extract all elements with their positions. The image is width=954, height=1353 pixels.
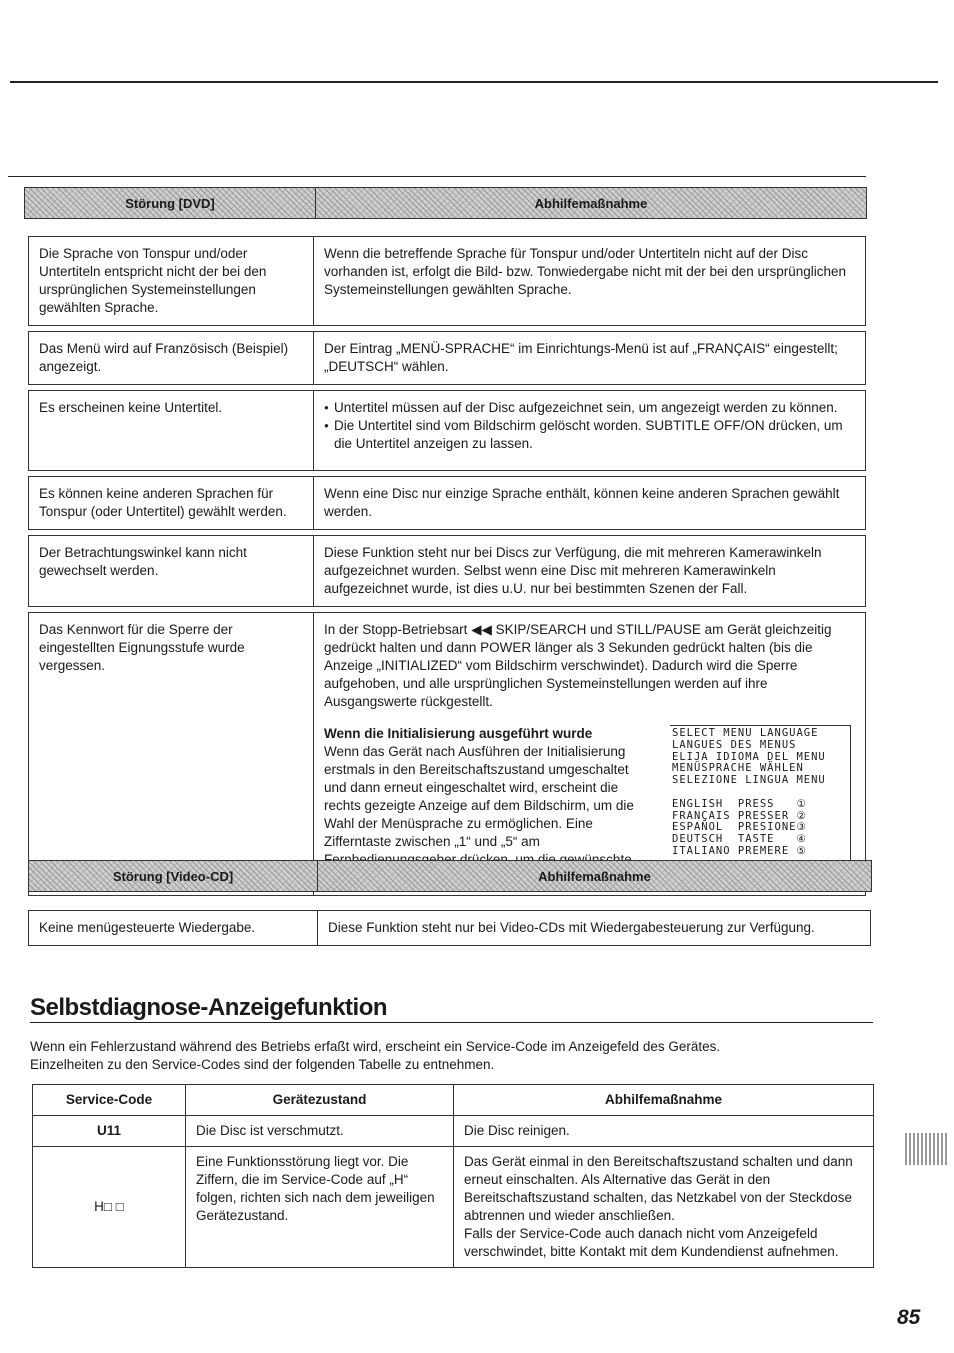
- screen-line: ESPAÑOL PRESIONE③: [672, 821, 807, 834]
- service-code: H□ □: [33, 1147, 186, 1268]
- screen-line: ENGLISH PRESS ①: [672, 797, 807, 810]
- remedy-bullet-list: [324, 399, 855, 453]
- intro-paragraph: [30, 1038, 890, 1074]
- table-row: [29, 536, 866, 607]
- service-code-table: [32, 1084, 874, 1268]
- table-header-row: [33, 1085, 874, 1116]
- remedy-cell: [314, 613, 866, 896]
- vcd-header-problem: Störung [Video-CD]: [112, 868, 234, 884]
- screen-line: MENÜSPRACHE WÄHLEN: [672, 762, 804, 775]
- screen-line: SELECT MENU LANGUAGE: [672, 727, 819, 739]
- table-row: [29, 911, 871, 946]
- table-row: [29, 477, 866, 530]
- table-row: [29, 332, 866, 385]
- language-tab-icon: [905, 1133, 947, 1165]
- dvd-header-problem: Störung [DVD]: [125, 195, 215, 211]
- vcd-troubleshooting-table: [28, 910, 871, 946]
- section-rule: [8, 176, 866, 177]
- language-select-screen: [670, 725, 851, 861]
- section-title: Selbstdiagnose-Anzeigefunktion: [30, 994, 388, 1021]
- problem-cell: Die Sprache von Tonspur und/oder Untertiteln entspricht nicht der bei den ursprünglichen Systemeinstellungen gewählten Sprache.: [29, 237, 314, 326]
- screen-line: SELEZIONE LINGUA MENU: [672, 774, 826, 787]
- problem-cell: Der Betrachtungswinkel kann nicht gewechselt werden.: [29, 536, 314, 607]
- init-heading: Wenn die Initialisierung ausgeführt wurde: [324, 726, 593, 741]
- remedy-cell: Wenn die betreffende Sprache für Tonspur und/oder Untertiteln nicht auf der Disc vorhanden ist, erfolgt die Bild- bzw. Tonwiedergabe nicht mit der bei den ursprünglichen Systemeinstellungen gewählten Sprache.: [314, 237, 866, 326]
- device-state: Die Disc ist verschmutzt.: [186, 1116, 454, 1147]
- vcd-header-remedy: Abhilfemaßnahme: [538, 868, 651, 884]
- table-row: [29, 613, 866, 896]
- dvd-troubleshooting-table: [28, 236, 866, 896]
- intro-line: Einzelheiten zu den Service-Codes sind der folgenden Tabelle zu entnehmen.: [30, 1057, 495, 1072]
- remedy-bullet: ● Untertitel müssen auf der Disc aufgezeichnet sein, um angezeigt werden zu können.: [334, 399, 855, 417]
- intro-line: Wenn ein Fehlerzustand während des Betriebs erfaßt wird, erscheint ein Service-Code im Anzeigefeld des Gerätes.: [30, 1039, 721, 1054]
- password-reset-text: In der Stopp-Betriebsart ◀◀ SKIP/SEARCH und STILL/PAUSE am Gerät gleichzeitig gedrückt halten und dann POWER länger als 3 Sekunden gedrückt halten (bis die Anzeige „INITIALIZED“ vom Bildschirm verschwindet). Dadurch wird die Sperre aufgehoben, und alle ursprünglichen Systemeinstellungen werden auf ihre Ausgangswerte rückgestellt.: [324, 622, 832, 709]
- vcd-table-header: [28, 860, 872, 892]
- remedy-cell: Der Eintrag „MENÜ-SPRACHE“ im Einrichtungs-Menü ist auf „FRANÇAIS“ eingestellt; „DEUTSCH“ wählen.: [314, 332, 866, 385]
- problem-cell: Es erscheinen keine Untertitel.: [29, 391, 314, 471]
- init-text: Wenn das Gerät nach Ausführen der Initialisierung erstmals in den Bereitschaftszustand umgeschaltet und dann erneut eingeschaltet wird, erscheint die rechts gezeigte Anzeige auf dem Bildschirm, um die Wahl der Menüsprache zu ermöglichen. Eine Zifferntaste zwischen „1“ und „5“ am: [324, 744, 634, 849]
- section-title-rule: [30, 1022, 873, 1023]
- page-number: 85: [897, 1306, 921, 1329]
- column-header: Service-Code: [33, 1085, 186, 1116]
- problem-cell: Das Menü wird auf Französisch (Beispiel) angezeigt.: [29, 332, 314, 385]
- remedy-cell: Wenn eine Disc nur einzige Sprache enthält, können keine anderen Sprachen gewählt werden.: [314, 477, 866, 530]
- dvd-header-remedy: Abhilfemaßnahme: [534, 195, 648, 211]
- table-row: [33, 1116, 874, 1147]
- service-code: U11: [33, 1116, 186, 1147]
- column-header: Abhilfemaßnahme: [454, 1085, 874, 1116]
- top-rule: [10, 81, 938, 83]
- screen-line: FRANÇAIS PRESSER ②: [672, 809, 807, 822]
- remedy: Die Disc reinigen.: [454, 1116, 874, 1147]
- screen-line: DEUTSCH TASTE ④: [672, 833, 807, 846]
- problem-cell: Keine menügesteuerte Wiedergabe.: [29, 911, 318, 946]
- screen-line: ITALIANO PREMERE ⑤: [672, 844, 807, 857]
- screen-line: ELIJA IDIOMA DEL MENU: [672, 750, 826, 763]
- problem-cell: Das Kennwort für die Sperre der eingestellten Eignungsstufe wurde vergessen.: [29, 613, 314, 896]
- problem-cell: Es können keine anderen Sprachen für Tonspur (oder Untertitel) gewählt werden.: [29, 477, 314, 530]
- table-row: [29, 391, 866, 471]
- screen-line: [672, 787, 850, 799]
- remedy-cell: [314, 391, 866, 471]
- remedy-bullet: ● Die Untertitel sind vom Bildschirm gelöscht worden. SUBTITLE OFF/ON drücken, um die Untertitel anzeigen zu lassen.: [334, 417, 855, 453]
- screen-line: LANGUES DES MENUS: [672, 738, 797, 751]
- device-state: Eine Funktionsstörung liegt vor. Die Ziffern, die im Service-Code auf „H“ folgen, richten sich nach dem jeweiligen Gerätezustand.: [186, 1147, 454, 1268]
- column-header: Gerätezustand: [186, 1085, 454, 1116]
- table-row: [29, 237, 866, 326]
- table-row: [33, 1147, 874, 1268]
- remedy-cell: Diese Funktion steht nur bei Video-CDs mit Wiedergabesteuerung zur Verfügung.: [318, 911, 871, 946]
- remedy: Das Gerät einmal in den Bereitschaftszustand schalten und dann erneut einschalten. Als Alternative das Gerät in den Bereitschaftszustand schalten, das Netzkabel von der Steckdose abtrennen und wieder anschließen. Falls der Service-Code auch danach nicht vom Anzeigefeld verschwindet, bitte Kontakt mit dem Kundendienst aufnehmen.: [454, 1147, 874, 1268]
- remedy-cell: Diese Funktion steht nur bei Discs zur Verfügung, die mit mehreren Kamerawinkeln aufgezeichnet wurden. Selbst wenn eine Disc mit mehreren Kamerawinkeln aufgezeichnet wurde, ist dies u.U. nur bei bestimmten Szenen der Fall.: [314, 536, 866, 607]
- dvd-table-header: [24, 187, 867, 219]
